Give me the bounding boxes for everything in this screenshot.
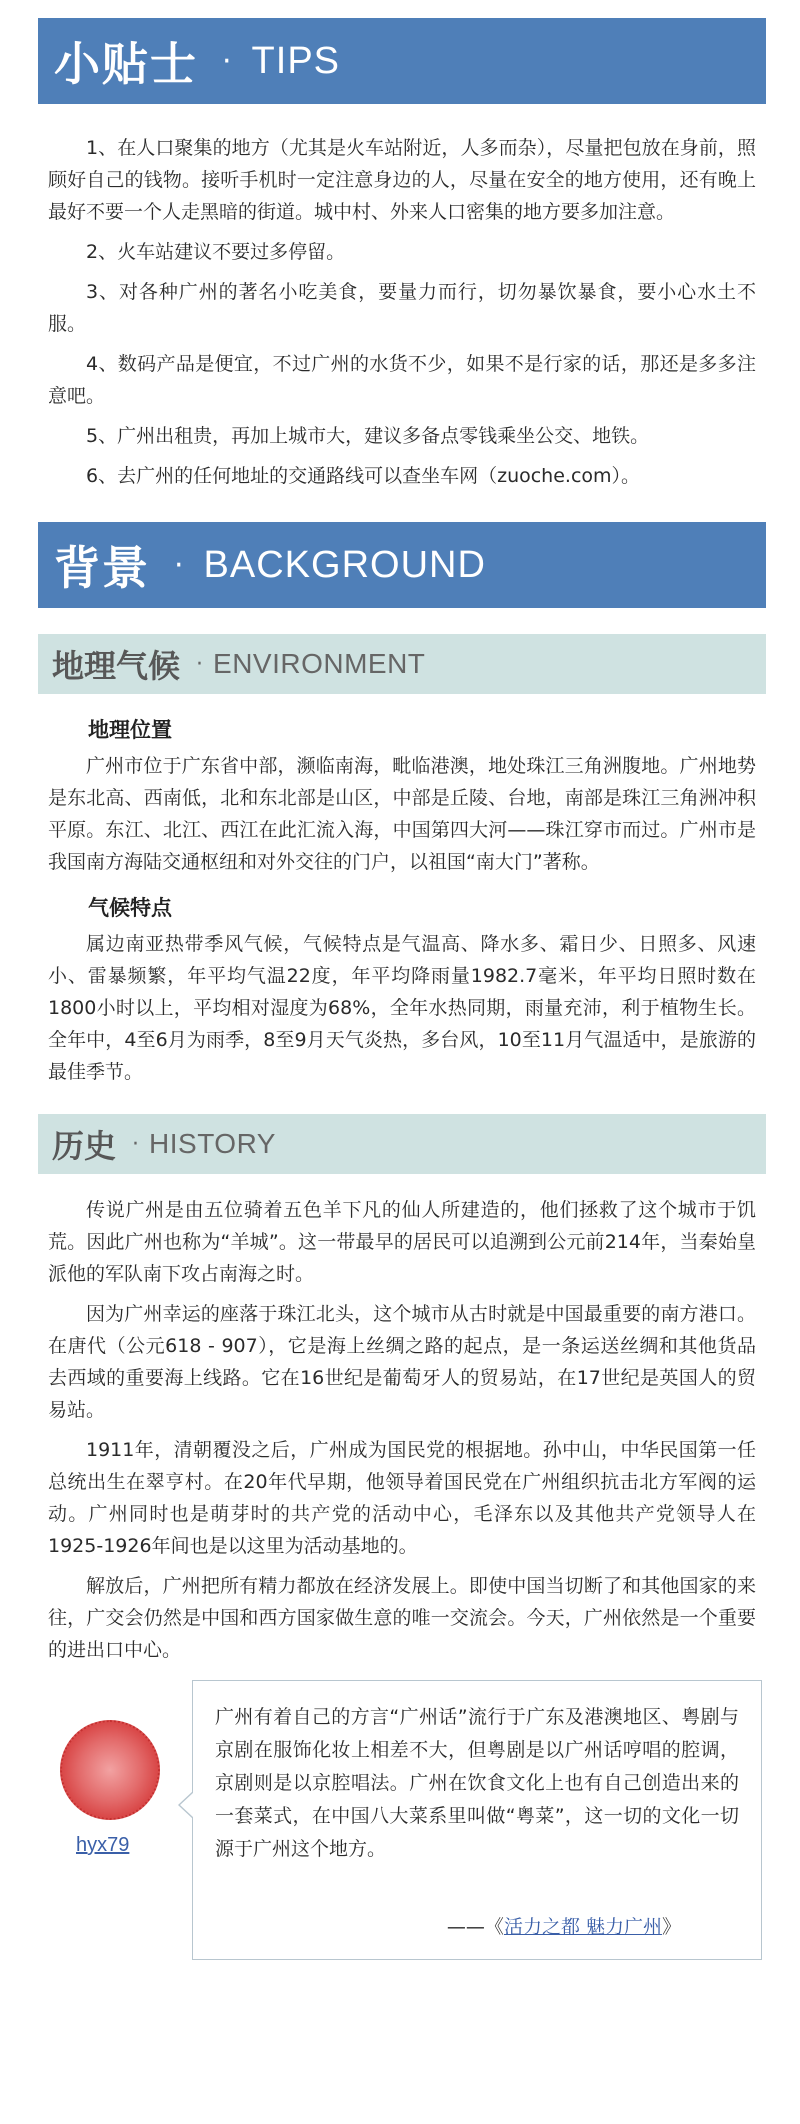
tip-item-2: 2、火车站建议不要过多停留。 [86,241,346,263]
tips-title-en: TIPS [251,39,341,82]
background-title-en: BACKGROUND [203,543,486,586]
author-avatar[interactable] [60,1720,160,1820]
history-paragraph-4: 解放后，广州把所有精力都放在经济发展上。即使中国当切断了和其他国家的来往，广交会仍然是中国和西方国家做生意的唯一交流会。今天，广州依然是一个重要的进出口中心。 [48,1575,756,1661]
geo-heading: 地理位置 [88,718,172,742]
history-title-en: HISTORY [149,1128,276,1159]
quote-box [192,1680,762,1960]
tip-item-5: 5、广州出租贵，再加上城市大，建议多备点零钱乘坐公交、地铁。 [86,425,650,447]
tips-title-dot: · [222,43,232,79]
tip-item-3: 3、对各种广州的著名小吃美食，要量力而行，切勿暴饮暴食，要小心水土不服。 [48,281,756,335]
environment-title-cn: 地理气候 [52,647,181,685]
climate-heading: 气候特点 [88,896,172,920]
author-name-link[interactable]: hyx79 [76,1834,130,1856]
tips-title-cn: 小贴士 [54,37,198,91]
quote-text: 广州有着自己的方言“广州话”流行于广东及港澳地区、粤剧与京剧在服饰化妆上相差不大，但粤剧是以广州话哼唱的腔调，京剧则是以京腔唱法。广州在饮食文化上也有自己创造出来的一套菜式，在中国八大菜系里叫做“粤菜”，这一切的文化一切源于广州这个地方。 [215,1706,739,1860]
quote-source [447,1912,681,1939]
background-title-dot: · [174,547,184,583]
quote-source-link[interactable]: 活力之都 魅力广州 [503,1916,662,1938]
history-title-dot: · [132,1131,140,1157]
tip-item-6: 6、去广州的任何地址的交通路线可以查坐车网（zuoche.com）。 [86,465,641,487]
quote-section [38,1680,766,1968]
history-paragraph-2: 因为广州幸运的座落于珠江北头，这个城市从古时就是中国最重要的南方港口。在唐代（公元618 - 907），它是海上丝绸之路的起点，是一条运送丝绸和其他货品去西域的重要海上线路。它在16世纪是葡萄牙人的贸易站，在17世纪是英国人的贸易站。 [48,1303,756,1421]
quote-source-dash: ——《 [446,1916,504,1938]
background-title-cn: 背景 [54,541,150,595]
environment-title-en: ENVIRONMENT [213,648,426,679]
environment-title-dot: · [196,651,204,677]
history-banner [38,1114,766,1174]
background-banner [38,522,766,608]
tip-item-1: 1、在人口聚集的地方（尤其是火车站附近，人多而杂），尽量把包放在身前，照顾好自己的钱物。接听手机时一定注意身边的人，尽量在安全的地方使用，还有晚上最好不要一个人走黑暗的街道。城中村、外来人口密集的地方要多加注意。 [48,137,756,223]
climate-text: 属边南亚热带季风气候，气候特点是气温高、降水多、霜日少、日照多、风速小、雷暴频繁，年平均气温22度，年平均降雨量1982.7毫米，年平均日照时数在1800小时以上，平均相对湿度为68%，全年水热同期，雨量充沛，利于植物生长。全年中，4至6月为雨季，8至9月天气炎热，多台风，10至11月气温适中，是旅游的最佳季节。 [48,933,756,1083]
tip-item-4: 4、数码产品是便宜，不过广州的水货不少，如果不是行家的话，那还是多多注意吧。 [48,353,756,407]
tips-banner [38,18,766,104]
history-paragraph-1: 传说广州是由五位骑着五色羊下凡的仙人所建造的，他们拯救了这个城市于饥荒。因此广州也称为“羊城”。这一带最早的居民可以追溯到公元前214年，当秦始皇派他的军队南下攻占南海之时。 [48,1199,756,1285]
page-content [38,18,766,1968]
environment-banner [38,634,766,694]
quote-source-end: 》 [661,1916,681,1938]
geo-text: 广州市位于广东省中部，濒临南海，毗临港澳，地处珠江三角洲腹地。广州地势是东北高、西南低，北和东北部是山区，中部是丘陵、台地，南部是珠江三角洲冲积平原。东江、北江、西江在此汇流入海，中国第四大河——珠江穿市而过。广州市是我国南方海陆交通枢纽和对外交往的门户，以祖国“南大门”著称。 [48,755,756,873]
history-paragraph-3: 1911年，清朝覆没之后，广州成为国民党的根据地。孙中山，中华民国第一任总统出生在翠亨村。在20年代早期，他领导着国民党在广州组织抗击北方军阀的运动。广州同时也是萌芽时的共产党的活动中心，毛泽东以及其他共产党领导人在1925-1926年间也是以这里为活动基地的。 [48,1439,756,1557]
history-title-cn: 历史 [52,1127,117,1165]
